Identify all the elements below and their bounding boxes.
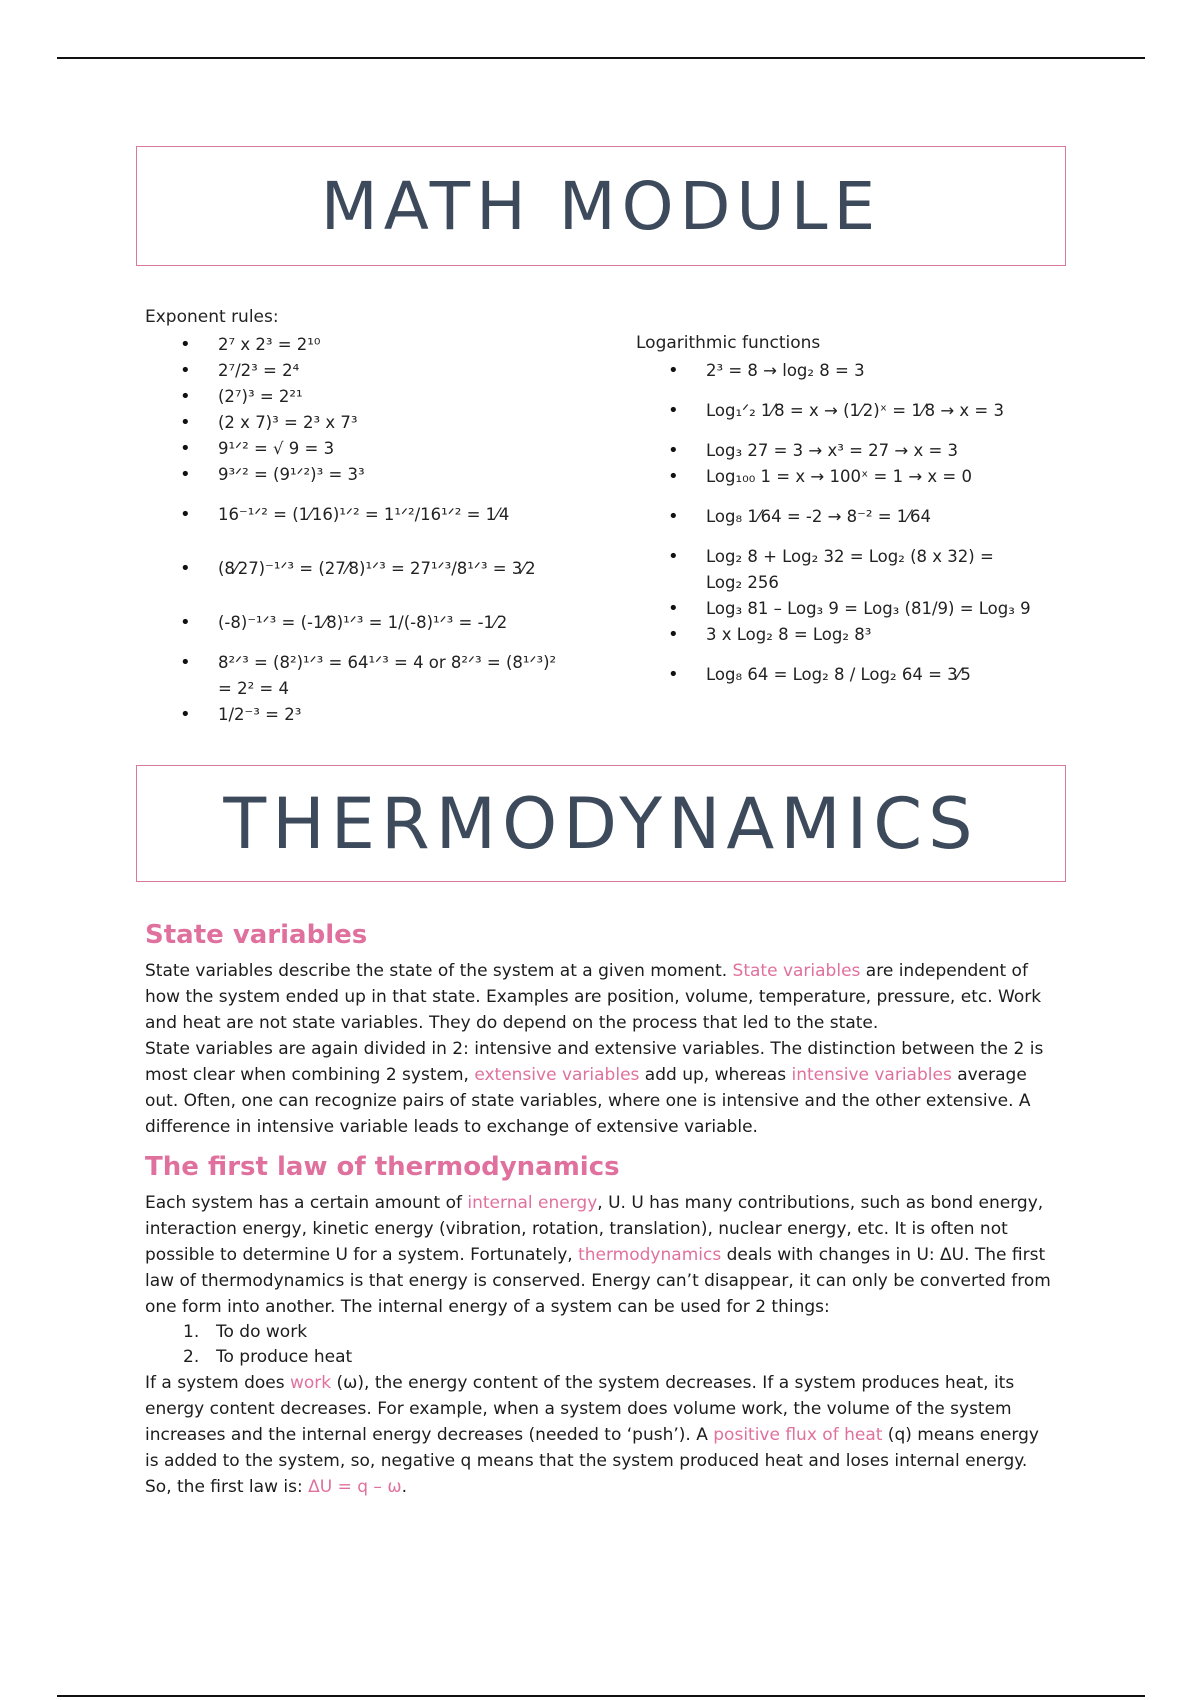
list-item: • Log₃ 81 – Log₃ 9 = Log₃ (81/9) = Log₃ 9 [668, 596, 1088, 622]
highlight-term: work [290, 1373, 332, 1393]
list-item: • Log₁ᐟ₂ 1⁄8 = x → (1⁄2)ˣ = 1⁄8 → x = 3 [668, 384, 1088, 438]
list-item: 1. To do work [183, 1322, 308, 1342]
list-item: • Log₃ 27 = 3 → x³ = 27 → x = 3 [668, 438, 1088, 464]
highlight-term: extensive variables [474, 1065, 640, 1085]
highlight-term: internal energy [467, 1193, 598, 1213]
bottom-rule [57, 1695, 1145, 1697]
list-item: • 2⁷ x 2³ = 2¹⁰ [180, 332, 600, 358]
list-item: • 3 x Log₂ 8 = Log₂ 8³ [668, 622, 1088, 648]
logarithmic-functions-list [668, 358, 1088, 702]
thermodynamics-title-box [136, 765, 1066, 882]
list-item: • 2³ = 8 → log₂ 8 = 3 [668, 358, 1088, 384]
exponent-rules-list [180, 332, 600, 728]
state-variables-paragraph-1: State variables describe the state of the system at a given moment. State variables are independent of how the system ended up in that state. Examples are position, volume, temperature, pressure, etc. Work and heat are not state variables. They do depend on the process that led to the state. [145, 961, 1042, 1033]
list-item: • Log₁₀₀ 1 = x → 100ˣ = 1 → x = 0 [668, 464, 1088, 490]
math-module-title-box [136, 146, 1066, 266]
list-item: • 8²ᐟ³ = (8²)¹ᐟ³ = 64¹ᐟ³ = 4 or 8²ᐟ³ = (8¹ᐟ³)² = 2² = 4 [180, 650, 570, 702]
math-module-title: MATH MODULE [320, 167, 882, 245]
top-rule [57, 57, 1145, 59]
list-item: 2. To produce heat [183, 1347, 353, 1367]
highlight-term: State variables [732, 961, 861, 981]
list-item: • (8⁄27)⁻¹ᐟ³ = (27⁄8)¹ᐟ³ = 27¹ᐟ³/8¹ᐟ³ = 3⁄2 [180, 542, 600, 596]
state-variables-heading: State variables [145, 920, 368, 950]
highlight-term: positive flux of heat [713, 1425, 883, 1445]
list-item: • 16⁻¹ᐟ² = (1⁄16)¹ᐟ² = 1¹ᐟ²/16¹ᐟ² = 1⁄4 [180, 488, 600, 542]
list-item: • 9³ᐟ² = (9¹ᐟ²)³ = 3³ [180, 462, 600, 488]
state-variables-paragraph-2: State variables are again divided in 2: intensive and extensive variables. The distinction between the 2 is most clear when combining 2 system, extensive variables add up, whereas intensive variables average out. Often, one can recognize pairs of state variables, where one is intensive and the other extensive. A difference in intensive variable leads to exchange of extensive variable. [145, 1039, 1044, 1137]
list-item: • 1/2⁻³ = 2³ [180, 702, 600, 728]
list-item: • Log₈ 1⁄64 = -2 → 8⁻² = 1⁄64 [668, 490, 1088, 544]
highlight-term: intensive variables [791, 1065, 952, 1085]
list-item: • (2 x 7)³ = 2³ x 7³ [180, 410, 600, 436]
list-item: • Log₂ 8 + Log₂ 32 = Log₂ (8 x 32) = Log₂ 256 [668, 544, 1008, 596]
logarithmic-functions-label: Logarithmic functions [636, 333, 821, 353]
list-item: • 2⁷/2³ = 2⁴ [180, 358, 600, 384]
first-law-heading: The first law of thermodynamics [145, 1152, 620, 1182]
first-law-section [145, 1152, 1055, 1500]
first-law-paragraph-1: Each system has a certain amount of internal energy, U. U has many contributions, such as bond energy, interaction energy, kinetic energy (vibration, rotation, translation), nuclear energy, etc. It is often not possible to determine U for a system. Fortunately, thermodynamics deals with changes in U: ΔU. The first law of thermodynamics is that energy is conserved. Energy can’t disappear, it can only be converted from one form into another. The internal energy of a system can be used for 2 things: [145, 1193, 1051, 1317]
first-law-equation: ΔU = q – ω [308, 1477, 402, 1497]
first-law-paragraph-2: If a system does work (ω), the energy content of the system decreases. If a system produces heat, its energy content decreases. For example, when a system does volume work, the volume of the system increases and the internal energy decreases (needed to ‘push’). A positive flux of heat (q) means energy is added to the system, so, negative q means that the system produced heat and loses internal energy. So, the first law is: ΔU = q – ω. [145, 1373, 1039, 1497]
list-item: • Log₈ 64 = Log₂ 8 / Log₂ 64 = 3⁄5 [668, 648, 1088, 702]
highlight-term: thermodynamics [578, 1245, 722, 1265]
exponent-rules-label: Exponent rules: [145, 307, 279, 327]
list-item: • (2⁷)³ = 2²¹ [180, 384, 600, 410]
list-item: • 9¹ᐟ² = √ 9 = 3 [180, 436, 600, 462]
state-variables-section [145, 920, 1055, 1140]
energy-uses-list [183, 1320, 1055, 1370]
list-item: • (-8)⁻¹ᐟ³ = (-1⁄8)¹ᐟ³ = 1/(-8)¹ᐟ³ = -1⁄2 [180, 596, 600, 650]
thermodynamics-title: THERMODYNAMICS [223, 782, 979, 865]
